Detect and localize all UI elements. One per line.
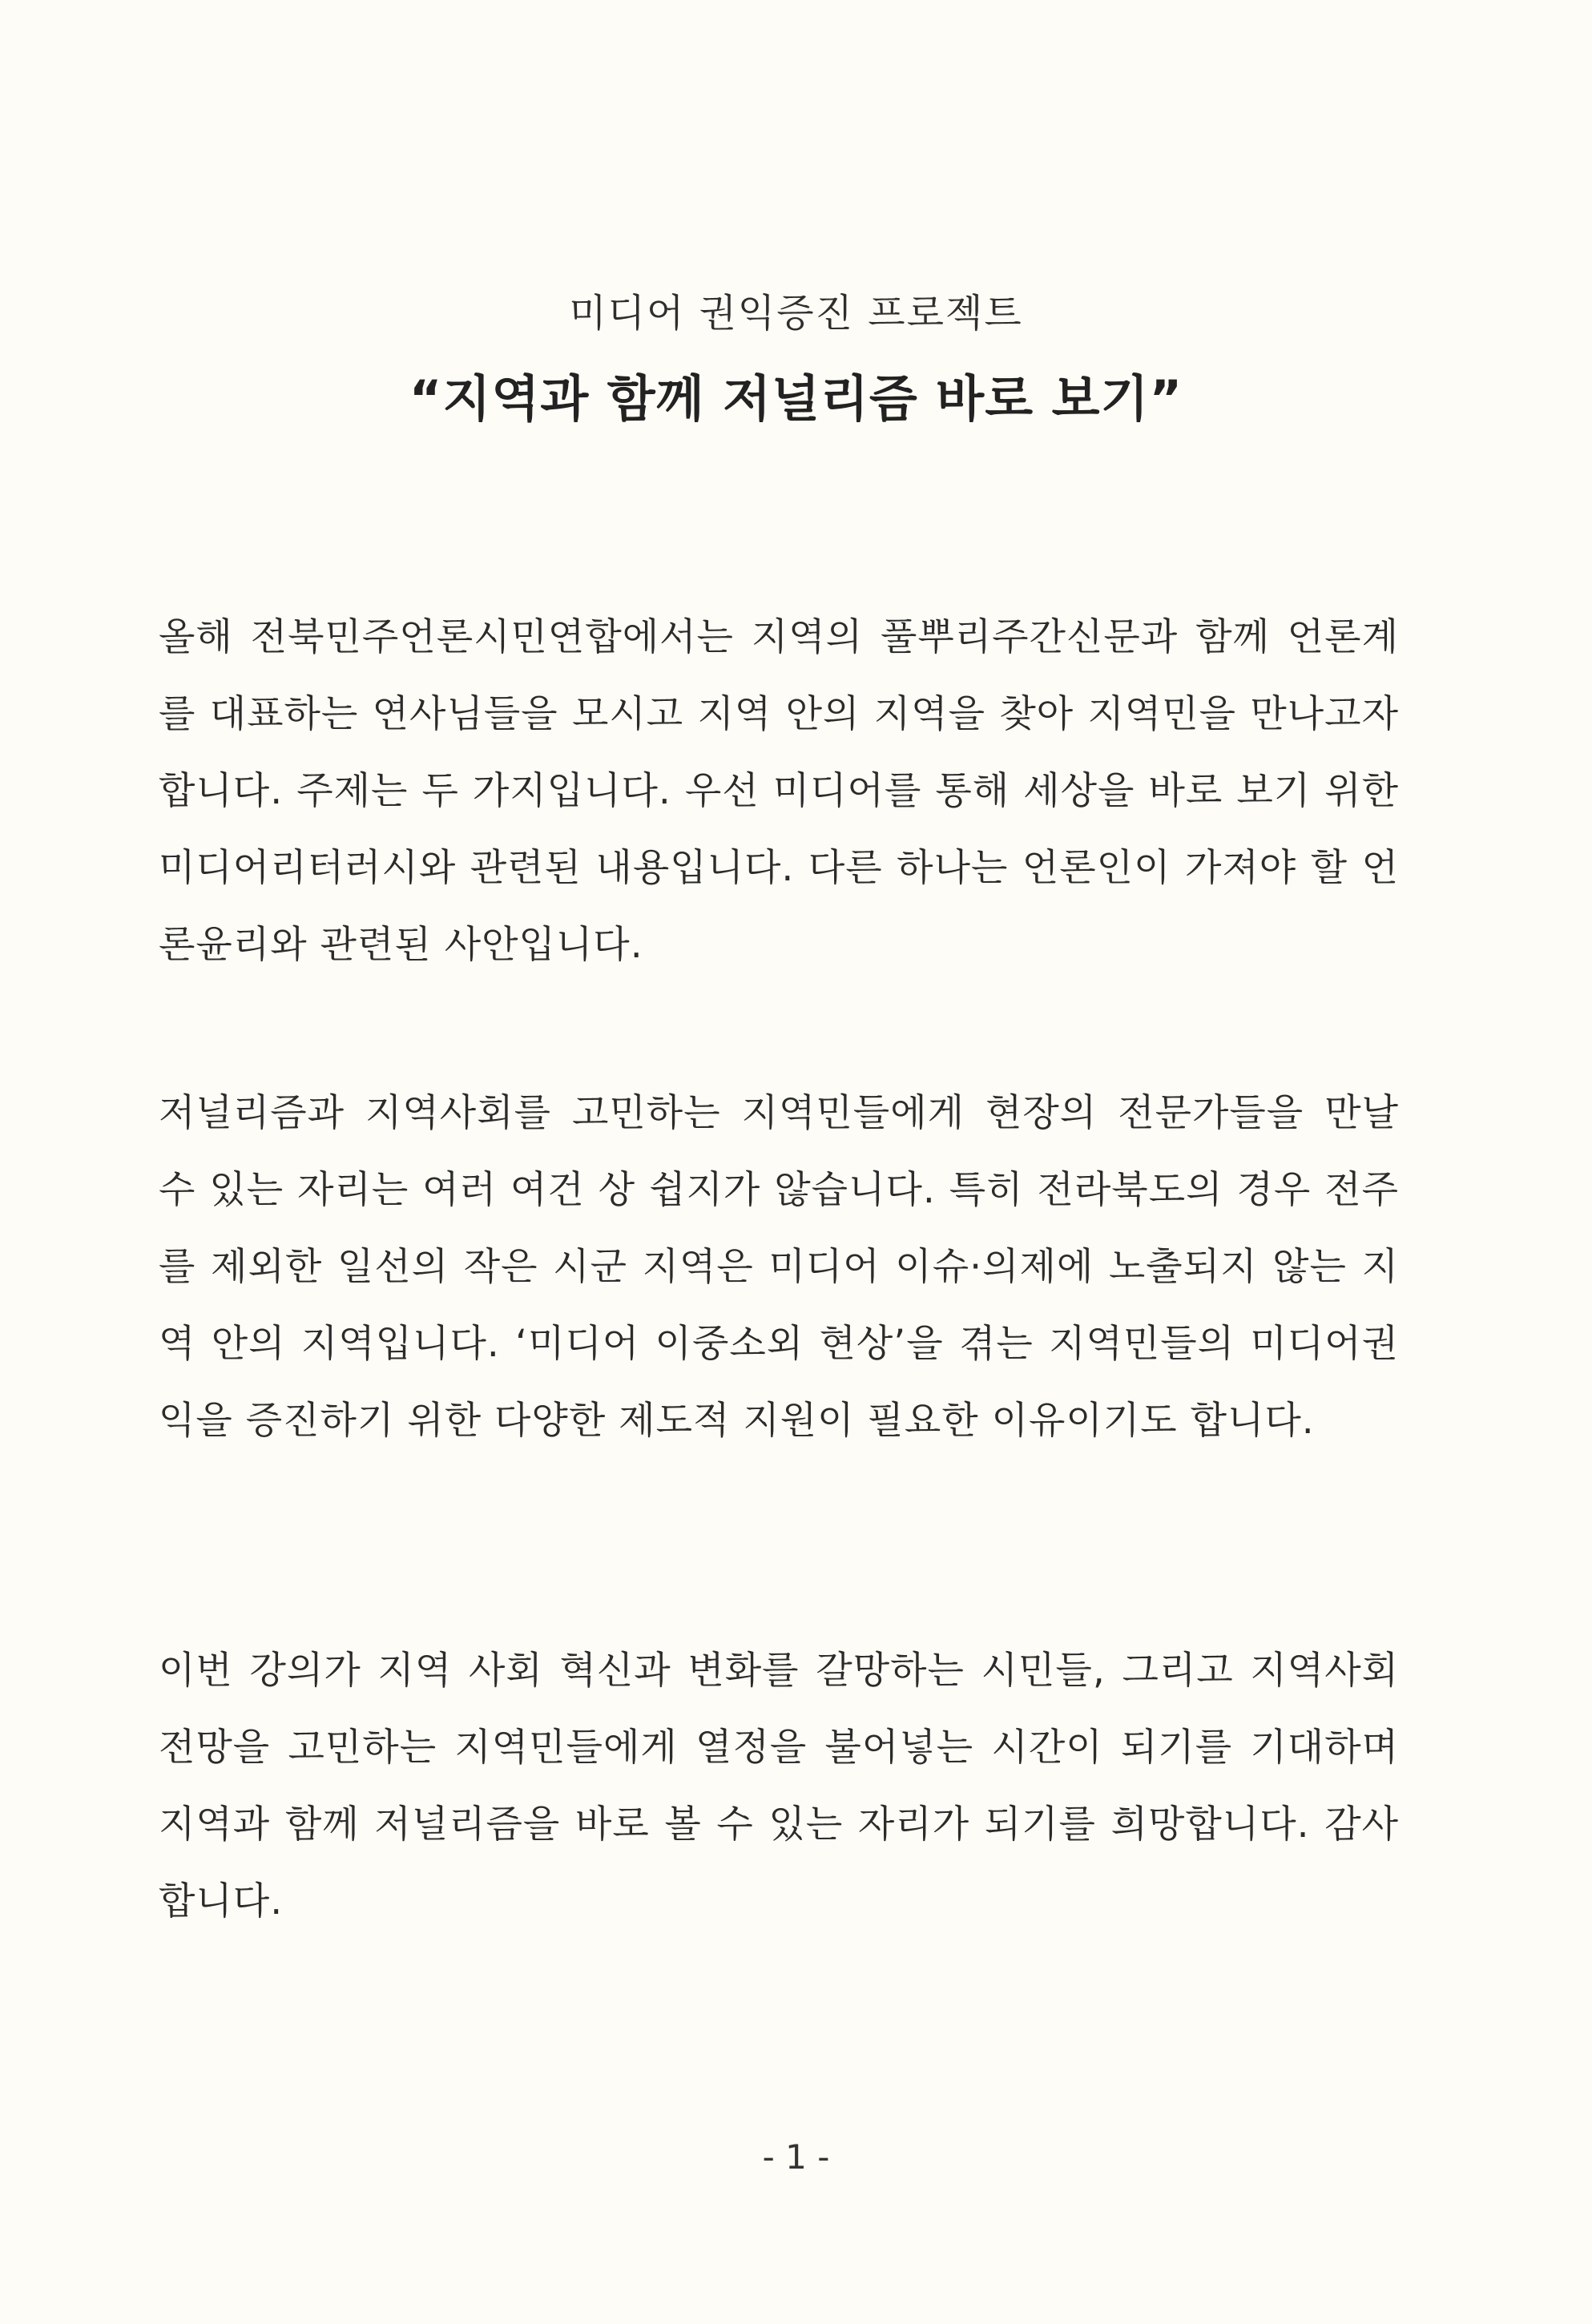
body-paragraph-1: 올해 전북민주언론시민연합에서는 지역의 풀뿌리주간신문과 함께 언론계를 대표하는 연사님들을 모시고 지역 안의 지역을 찾아 지역민을 만나고자 합니다. 주제는 두 가지입니다. 우선 미디어를 통해 세상을 바로 보기 위한 미디어리터러시와 관련된 내용입니다. 다른 하나는 언론인이 가져야 할 언론윤리와 관련된 사안입니다. <box>159 615 1399 967</box>
document-title: “지역과 함께 저널리즘 바로 보기” <box>409 369 1183 428</box>
body-paragraph-3: 이번 강의가 지역 사회 혁신과 변화를 갈망하는 시민들, 그리고 지역사회 전망을 고민하는 지역민들에게 열정을 불어넣는 시간이 되기를 기대하며 지역과 함께 저널리즘을 바로 볼 수 있는 자리가 되기를 희망합니다. 감사합니다. <box>159 1649 1399 1923</box>
body-paragraph-2: 저널리즘과 지역사회를 고민하는 지역민들에게 현장의 전문가들을 만날 수 있는 자리는 여러 여건 상 쉽지가 않습니다. 특히 전라북도의 경우 전주를 제외한 일선의 작은 시군 지역은 미디어 이슈·의제에 노출되지 않는 지역 안의 지역입니다. ‘미디어 이중소외 현상’을 겪는 지역민들의 미디어권익을 증진하기 위한 다양한 제도적 지원이 필요한 이유이기도 합니다. <box>159 1091 1399 1443</box>
document-subtitle: 미디어 권익증진 프로젝트 <box>569 291 1023 336</box>
page-number: - 1 - <box>762 2137 830 2177</box>
